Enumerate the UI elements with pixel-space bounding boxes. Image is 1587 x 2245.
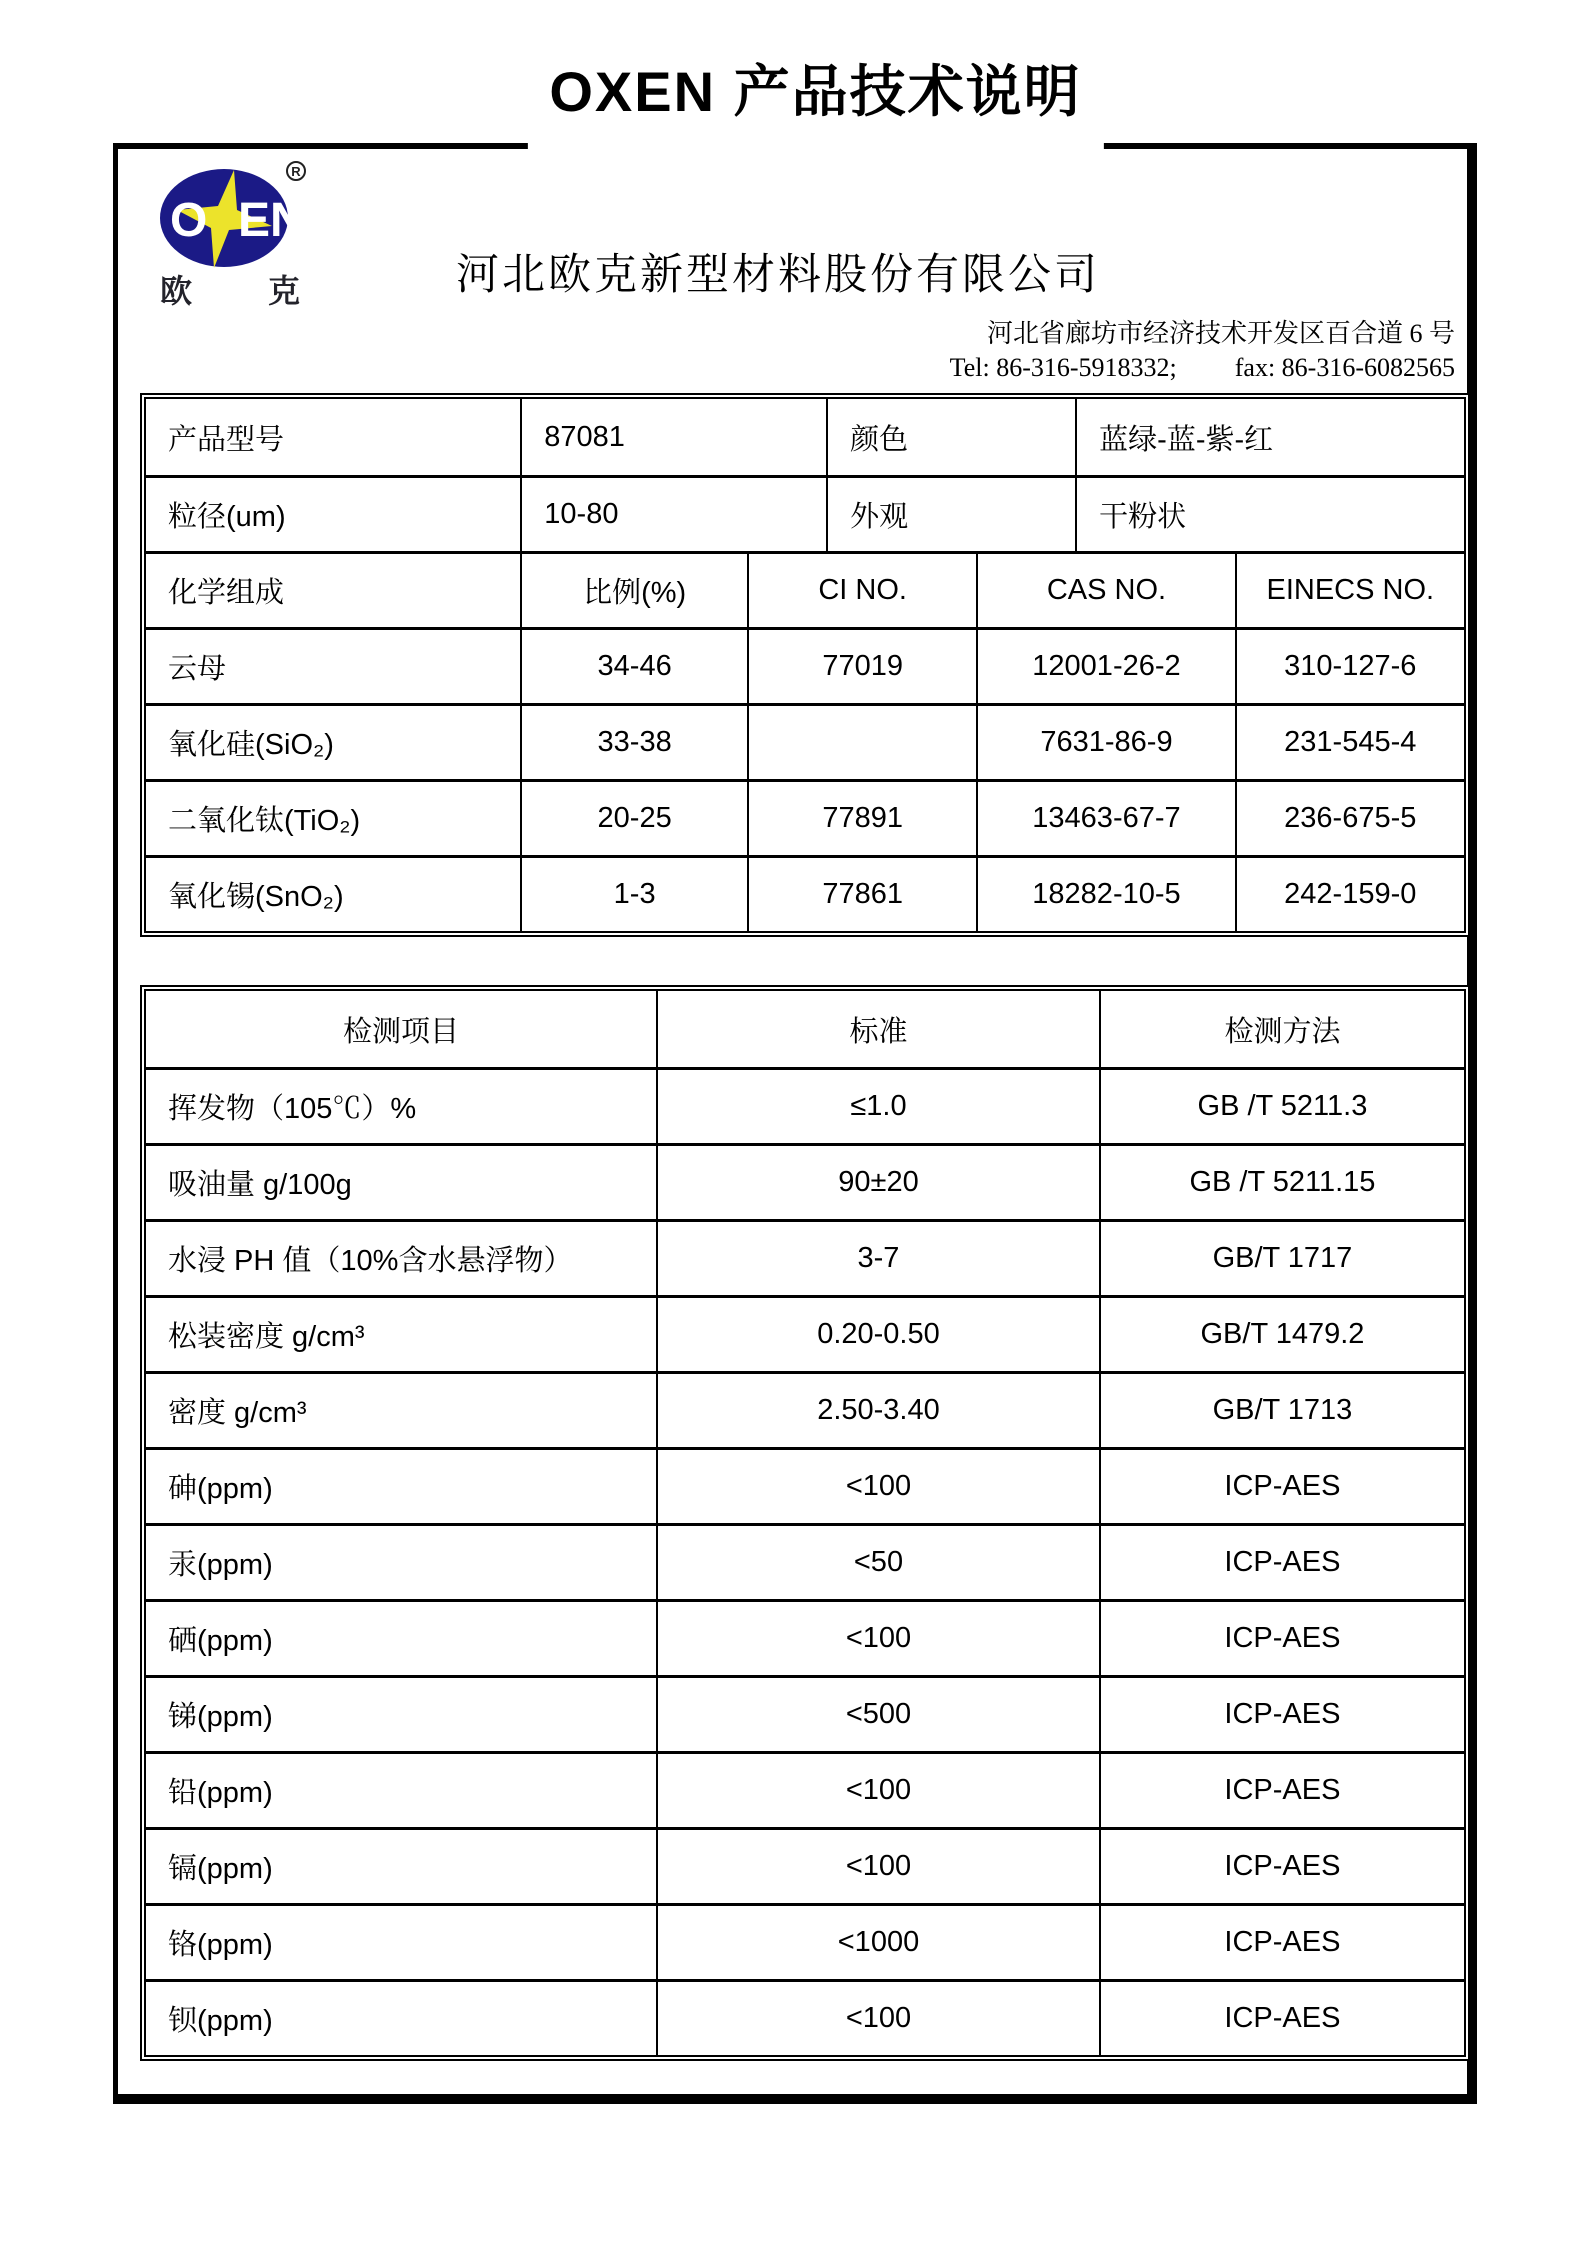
company-phone-line (950, 351, 1455, 385)
test-cell: 2.50-3.40 (656, 1371, 1099, 1447)
product-info-cell: 蓝绿-蓝-紫-红 (1075, 399, 1464, 475)
composition-header-cell: EINECS NO. (1235, 551, 1464, 627)
test-cell: GB /T 5211.15 (1099, 1143, 1464, 1219)
test-cell: 密度 g/cm³ (146, 1371, 656, 1447)
test-cell: <100 (656, 1447, 1099, 1523)
composition-cell: 7631-86-9 (976, 703, 1234, 779)
test-cell: 硒(ppm) (146, 1599, 656, 1675)
logo-cn-left: 欧 (160, 273, 193, 309)
composition-header-cell: 比例(%) (520, 551, 747, 627)
test-cell: GB/T 1717 (1099, 1219, 1464, 1295)
test-cell: 吸油量 g/100g (146, 1143, 656, 1219)
composition-cell: 231-545-4 (1235, 703, 1464, 779)
composition-cell: 13463-67-7 (976, 779, 1234, 855)
composition-cell: 氧化锡(SnO₂) (146, 855, 520, 931)
product-info-section (146, 399, 1464, 551)
company-name: 河北欧克新型材料股份有限公司 (456, 252, 1100, 299)
test-cell: ≤1.0 (656, 1067, 1099, 1143)
test-cell: GB/T 1479.2 (1099, 1295, 1464, 1371)
composition-cell: 二氧化钛(TiO₂) (146, 779, 520, 855)
composition-header-cell: CI NO. (747, 551, 976, 627)
test-cell: <1000 (656, 1903, 1099, 1979)
company-fax: fax: 86-316-6082565 (1234, 353, 1455, 383)
test-cell: GB/T 1713 (1099, 1371, 1464, 1447)
test-cell: <100 (656, 1599, 1099, 1675)
product-info-cell: 颜色 (826, 399, 1075, 475)
composition-header-cell: 化学组成 (146, 551, 520, 627)
composition-cell: 云母 (146, 627, 520, 703)
test-cell: ICP-AES (1099, 1827, 1464, 1903)
test-cell: ICP-AES (1099, 1523, 1464, 1599)
logo-letters-en: EN (238, 194, 305, 247)
composition-cell: 1-3 (520, 855, 747, 931)
product-spec-table (140, 393, 1470, 937)
test-cell: 铅(ppm) (146, 1751, 656, 1827)
test-cell: ICP-AES (1099, 1751, 1464, 1827)
company-tel: Tel: 86-316-5918332; (949, 353, 1177, 383)
product-info-cell: 粒径(um) (146, 475, 520, 551)
test-cell: 砷(ppm) (146, 1447, 656, 1523)
composition-cell: 236-675-5 (1235, 779, 1464, 855)
composition-cell: 18282-10-5 (976, 855, 1234, 931)
company-address: 河北省廊坊市经济技术开发区百合道 6 号 (986, 319, 1455, 348)
logo-cn-right: 克 (267, 273, 300, 309)
composition-cell: 77861 (747, 855, 976, 931)
test-cell: <50 (656, 1523, 1099, 1599)
test-cell: 0.20-0.50 (656, 1295, 1099, 1371)
composition-cell (747, 703, 976, 779)
test-cell: ICP-AES (1099, 1599, 1464, 1675)
test-cell: ICP-AES (1099, 1675, 1464, 1751)
composition-section (146, 551, 1464, 931)
product-info-cell: 10-80 (520, 475, 826, 551)
composition-cell: 33-38 (520, 703, 747, 779)
document-frame (113, 143, 1477, 2104)
registered-mark-letter: R (291, 164, 301, 179)
test-cell: ICP-AES (1099, 1447, 1464, 1523)
test-cell: 锑(ppm) (146, 1675, 656, 1751)
test-cell: 3-7 (656, 1219, 1099, 1295)
test-cell: GB /T 5211.3 (1099, 1067, 1464, 1143)
test-header-cell: 标准 (656, 991, 1099, 1067)
test-table (140, 985, 1470, 2061)
test-header-cell: 检测方法 (1099, 991, 1464, 1067)
test-cell: 镉(ppm) (146, 1827, 656, 1903)
product-info-cell: 产品型号 (168, 423, 285, 456)
contact-block (950, 317, 1455, 386)
test-cell: ICP-AES (1099, 1979, 1464, 2055)
test-cell: 挥发物（105℃）% (146, 1067, 656, 1143)
product-info-cell: 干粉状 (1075, 475, 1464, 551)
composition-cell: 12001-26-2 (976, 627, 1234, 703)
test-cell: <100 (656, 1827, 1099, 1903)
test-cell: <500 (656, 1675, 1099, 1751)
composition-cell: 242-159-0 (1235, 855, 1464, 931)
test-cell: 水浸 PH 值（10%含水悬浮物） (146, 1219, 656, 1295)
product-info-cell: 外观 (826, 475, 1075, 551)
composition-cell: 310-127-6 (1235, 627, 1464, 703)
logo-letter-o: O (170, 194, 208, 247)
composition-header-cell: CAS NO. (976, 551, 1234, 627)
composition-cell: 20-25 (520, 779, 747, 855)
product-info-cell: 87081 (520, 399, 826, 475)
composition-cell: 77891 (747, 779, 976, 855)
test-cell: 铬(ppm) (146, 1903, 656, 1979)
test-cell: 汞(ppm) (146, 1523, 656, 1599)
page-title: OXEN 产品技术说明 (527, 58, 1103, 151)
composition-cell: 氧化硅(SiO₂) (146, 703, 520, 779)
test-cell: <100 (656, 1751, 1099, 1827)
test-cell: 90±20 (656, 1143, 1099, 1219)
composition-cell: 77019 (747, 627, 976, 703)
test-cell: <100 (656, 1979, 1099, 2055)
test-cell: ICP-AES (1099, 1903, 1464, 1979)
test-header-cell: 检测项目 (343, 1015, 460, 1048)
test-cell: 松装密度 g/cm³ (146, 1295, 656, 1371)
test-cell: 钡(ppm) (146, 1979, 656, 2055)
composition-cell: 34-46 (520, 627, 747, 703)
